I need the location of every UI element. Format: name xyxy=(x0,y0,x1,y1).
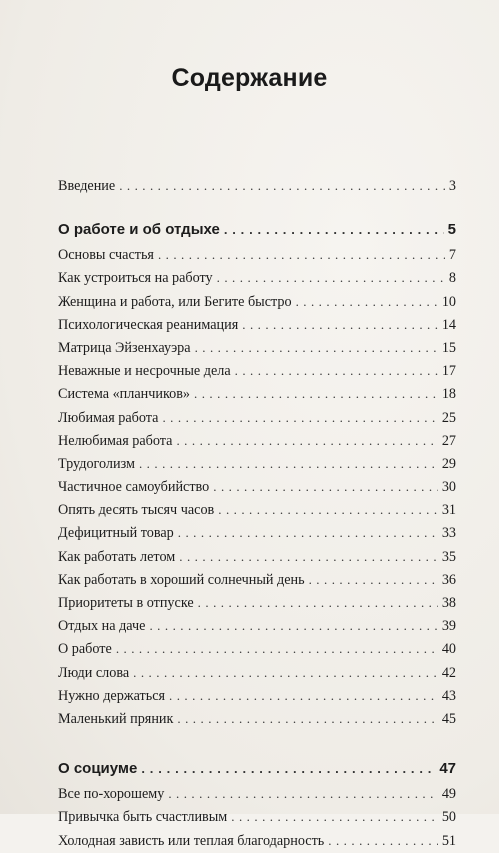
toc-page-number: 3 xyxy=(448,178,456,194)
page-title: Содержание xyxy=(171,64,328,92)
toc-entry xyxy=(58,498,456,521)
toc-entry xyxy=(58,707,456,730)
toc-entry xyxy=(58,637,456,660)
toc-entry xyxy=(58,382,456,405)
toc-entry-label: Частичное самоубийство xyxy=(58,479,210,496)
toc-page-number: 45 xyxy=(441,710,456,727)
toc-entry xyxy=(58,452,456,475)
toc-entry-label: Система «планчиков» xyxy=(58,386,191,403)
toc-entry-label: Неважные и несрочные дела xyxy=(58,363,231,380)
toc-entry-label: Матрица Эйзенхауэра xyxy=(58,339,191,356)
toc-page-number: 18 xyxy=(441,386,456,403)
toc-entry xyxy=(58,661,456,684)
toc-entry xyxy=(58,829,456,852)
toc-entry-intro xyxy=(58,174,456,197)
toc-section-heading xyxy=(58,756,456,782)
toc-page-number: 14 xyxy=(441,316,456,333)
toc-page-number: 15 xyxy=(441,339,456,356)
toc-entry xyxy=(58,313,456,336)
dot-leader xyxy=(296,290,438,313)
toc-page-number: 38 xyxy=(441,595,456,611)
toc-page-number: 25 xyxy=(441,409,456,426)
dot-leader xyxy=(194,382,438,405)
dot-leader xyxy=(328,829,438,852)
toc-entry-label: Как работать летом xyxy=(58,548,176,565)
dot-leader xyxy=(177,707,437,730)
toc-page-number: 42 xyxy=(441,664,456,681)
table-of-contents xyxy=(58,174,456,852)
toc-entry-label: Нужно держаться xyxy=(58,687,166,704)
toc-page-number: 51 xyxy=(441,832,456,849)
toc-page-number: 43 xyxy=(441,687,456,704)
toc-page-number: 27 xyxy=(441,432,456,449)
toc-entry xyxy=(58,684,456,707)
toc-section-heading xyxy=(58,217,456,243)
toc-entry-label: Приоритеты в отпуске xyxy=(58,595,194,611)
dot-leader xyxy=(179,545,438,568)
dot-leader xyxy=(133,661,438,684)
toc-page-number: 50 xyxy=(441,809,456,826)
toc-page-number: 39 xyxy=(441,618,456,635)
toc-page-number: 29 xyxy=(441,455,456,472)
toc-entry xyxy=(58,521,456,544)
toc-entry-label: Любимая работа xyxy=(58,409,159,426)
dot-leader xyxy=(309,568,438,591)
toc-entry xyxy=(58,359,456,382)
dot-leader xyxy=(149,614,437,637)
toc-page-number: 30 xyxy=(441,479,456,496)
toc-entry-label: Привычка быть счастливым xyxy=(58,809,228,826)
toc-page-number: 40 xyxy=(441,641,456,658)
dot-leader xyxy=(218,498,438,521)
toc-entry-label: Основы счастья xyxy=(58,247,154,264)
toc-entry xyxy=(58,614,456,637)
dot-leader xyxy=(217,266,445,289)
section-title: О работе и об отдыхе xyxy=(58,221,220,239)
toc-entry xyxy=(58,266,456,289)
dot-leader xyxy=(176,429,437,452)
toc-page-number: 31 xyxy=(441,502,456,519)
dot-leader xyxy=(235,359,438,382)
toc-entry xyxy=(58,243,456,266)
dot-leader xyxy=(178,521,438,544)
dot-leader xyxy=(119,174,445,197)
dot-leader xyxy=(116,637,438,660)
dot-leader xyxy=(195,336,438,359)
toc-entry-label: Отдых на даче xyxy=(58,618,146,635)
toc-entry-label: Введение xyxy=(58,178,116,194)
toc-entry-label: Дефицитный товар xyxy=(58,525,174,542)
toc-entry xyxy=(58,406,456,429)
toc-entry xyxy=(58,429,456,452)
toc-entry-label: Маленький пряник xyxy=(58,710,174,727)
toc-entry xyxy=(58,475,456,498)
toc-page-number: 5 xyxy=(447,221,456,239)
toc-entry-label: Нелюбимая работа xyxy=(58,432,173,449)
dot-leader xyxy=(224,217,444,243)
dot-leader xyxy=(169,684,438,707)
dot-leader xyxy=(231,805,438,828)
toc-entry xyxy=(58,545,456,568)
dot-leader xyxy=(198,591,438,614)
toc-entry xyxy=(58,336,456,359)
toc-page-number: 8 xyxy=(448,270,456,287)
toc-entry xyxy=(58,591,456,614)
toc-entry xyxy=(58,290,456,313)
dot-leader xyxy=(139,452,438,475)
toc-page-number: 36 xyxy=(441,571,456,588)
toc-entry-label: Как работать в хороший солнечный день xyxy=(58,571,305,588)
toc-entry-label: О работе xyxy=(58,641,112,658)
dot-leader xyxy=(168,782,437,805)
dot-leader xyxy=(213,475,438,498)
toc-page-number: 47 xyxy=(439,760,456,778)
toc-page-number: 10 xyxy=(441,293,456,310)
toc-entry-label: Как устроиться на работу xyxy=(58,270,213,287)
toc-entry-label: Психологическая реанимация xyxy=(58,316,239,333)
section-title: О социуме xyxy=(58,760,138,778)
dot-leader xyxy=(141,756,435,782)
toc-entry xyxy=(58,805,456,828)
toc-entry-label: Все по-хорошему xyxy=(58,786,165,803)
toc-entry-label: Трудоголизм xyxy=(58,455,135,472)
toc-page-number: 49 xyxy=(441,786,456,803)
toc-entry xyxy=(58,782,456,805)
toc-entry-label: Люди слова xyxy=(58,664,130,681)
toc-page-number: 17 xyxy=(441,363,456,380)
toc-entry-label: Женщина и работа, или Бегите быстро xyxy=(58,293,292,310)
dot-leader xyxy=(162,406,437,429)
toc-page-number: 7 xyxy=(448,247,456,264)
toc-page-number: 35 xyxy=(441,548,456,565)
dot-leader xyxy=(242,313,438,336)
toc-page-number: 33 xyxy=(441,525,456,542)
toc-entry-label: Опять десять тысяч часов xyxy=(58,502,215,519)
toc-entry-label: Холодная зависть или теплая благодарность xyxy=(58,832,325,849)
dot-leader xyxy=(158,243,445,266)
toc-entry xyxy=(58,568,456,591)
